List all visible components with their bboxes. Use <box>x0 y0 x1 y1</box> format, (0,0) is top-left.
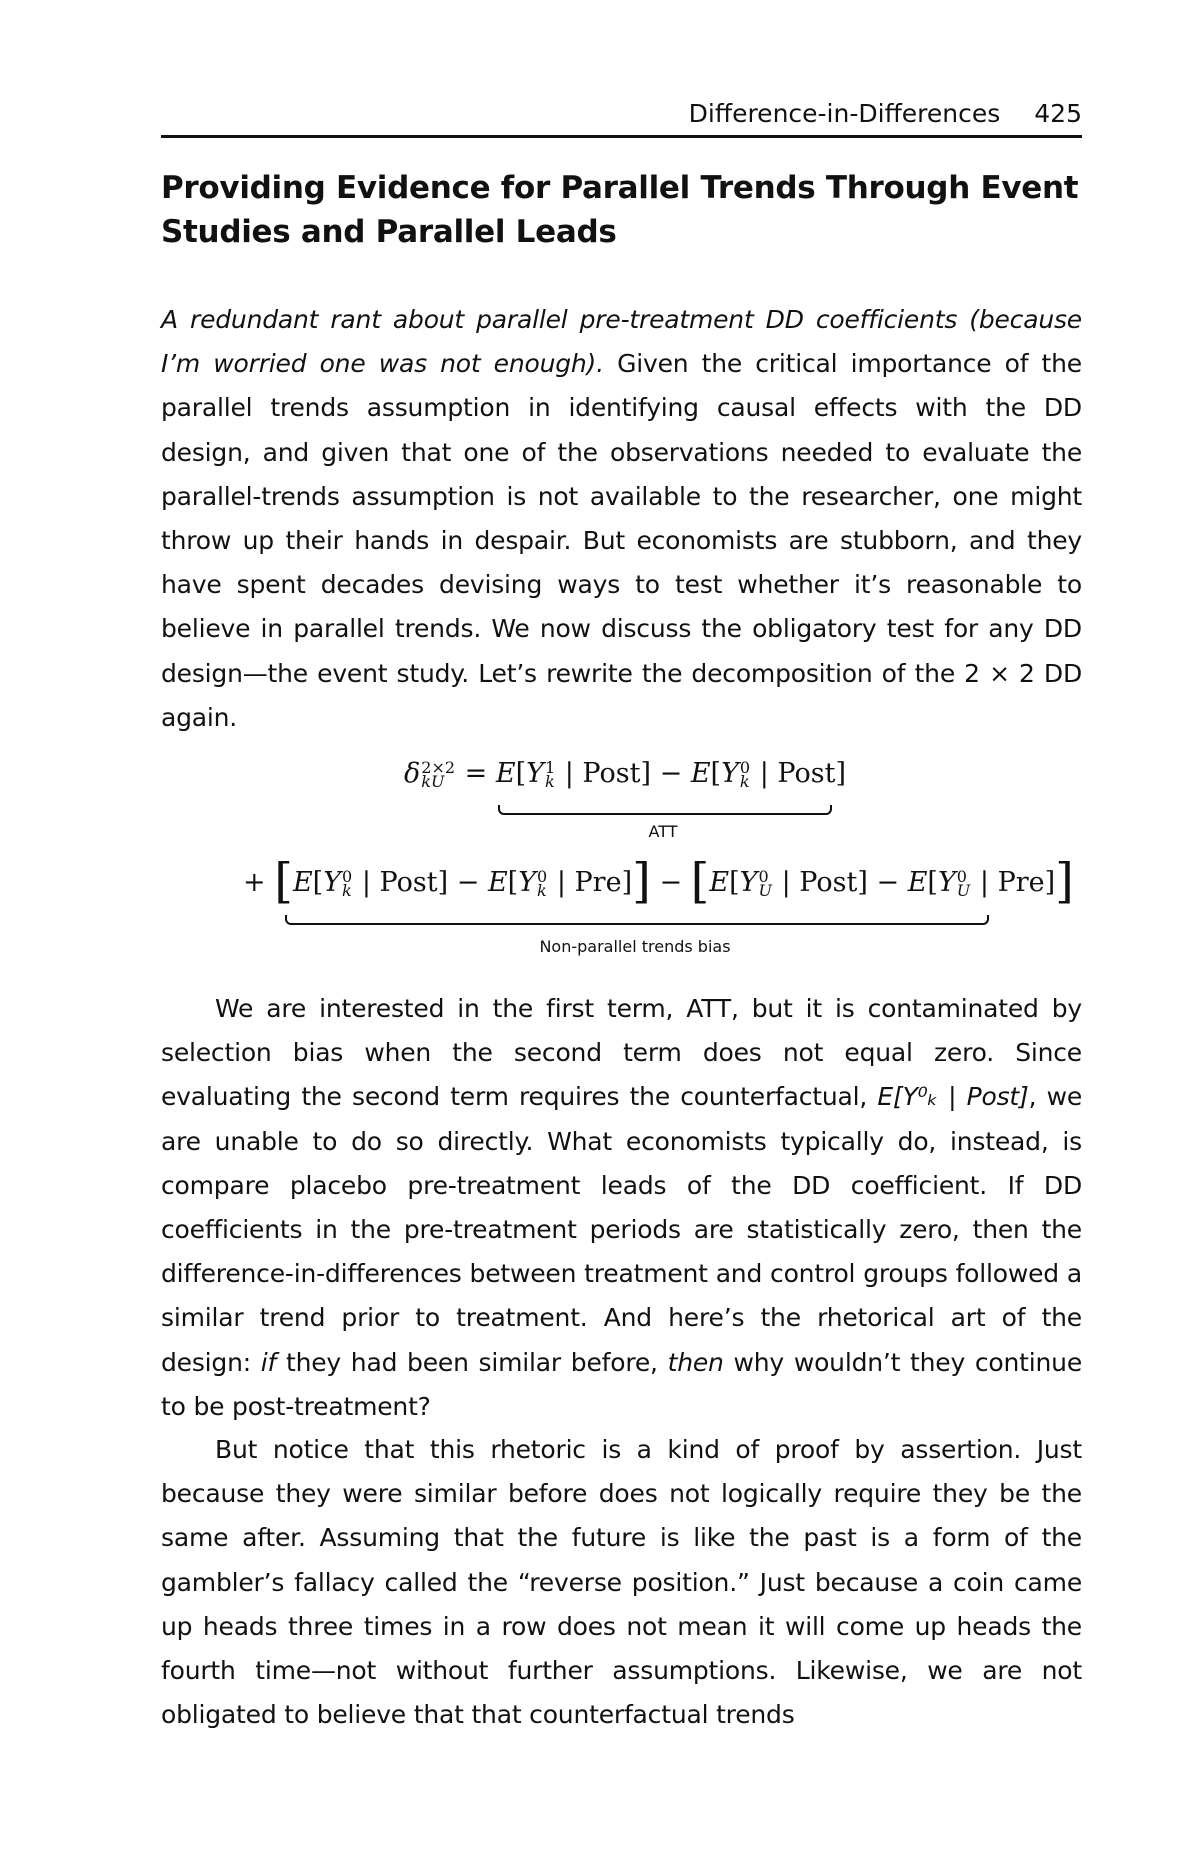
run-in-heading: A redundant rant about parallel pre-treatment DD coefficients (because I’m worried one was not enough). <box>161 305 1082 379</box>
bias-label: Non-parallel trends bias <box>539 937 731 956</box>
delta-symbol: δ <box>404 758 421 789</box>
paragraph-1 <box>161 298 1082 740</box>
bias-underbrace <box>285 915 989 925</box>
equation-line-2: + [E[Y 0 k | Post] − E[Y 0 k | Pre]] − [E[Y 0 U | Post] − E[Y 0 U | Pre]] <box>243 853 1074 909</box>
equation-line-1: δ 2×2 kU = E[Y 1 k | Post] − E[Y 0 k | Post] <box>404 757 846 791</box>
counterfactual-expression: E[Y⁰ₖ | Post] <box>877 1082 1029 1112</box>
section-title: Providing Evidence for Parallel Trends Through Event Studies and Parallel Leads <box>161 170 1079 250</box>
paragraph-1-text: Given the critical importance of the parallel trends assumption in identifying causal effects with the DD design, and given that one of the observations needed to evaluate the parallel-trends assumption is not available to the researcher, one might throw up their hands in despair. But economists are stubborn, and they have spent decades devising ways to test whether it’s reasonable to believe in parallel trends. We now discuss the obligatory test for any DD design—the event study. Let’s rewrite the decomposition of the 2 × 2 DD again. <box>161 349 1082 732</box>
paragraph-3: But notice that this rhetoric is a kind of proof by assertion. Just because they were similar before does not logically require they be the same after. Assuming that the future is like the past is a form of the gambler’s fallacy called the “reverse position.” Just because a coin came up heads three times in a row does not mean it will come up heads the fourth time—not without further assumptions. Likewise, we are not obligated to believe that that counterfactual trends <box>161 1435 1082 1730</box>
att-label: ATT <box>648 822 678 841</box>
att-underbrace <box>498 805 832 815</box>
running-header <box>161 92 1082 138</box>
running-title: Difference-in-Differences <box>688 99 1001 128</box>
paragraph-2: We are interested in the first term, ATT, but it is contaminated by selection bias when the second term does not equal zero. Since evaluating the second term requires the counterfactual, E[Y⁰ₖ | Post], we are unable to do so directly. What economists typically do, instead, is compare placebo pre-treatment leads of the DD coefficient. If DD coefficients in the pre-treatment periods are statistically zero, then the difference-in-differences between treatment and control groups followed a similar trend prior to treatment. And here’s the rhetorical art of the design: if they had been similar before, then why wouldn’t they continue to be post-treatment? <box>161 994 1082 1421</box>
page-number: 425 <box>1034 99 1082 128</box>
